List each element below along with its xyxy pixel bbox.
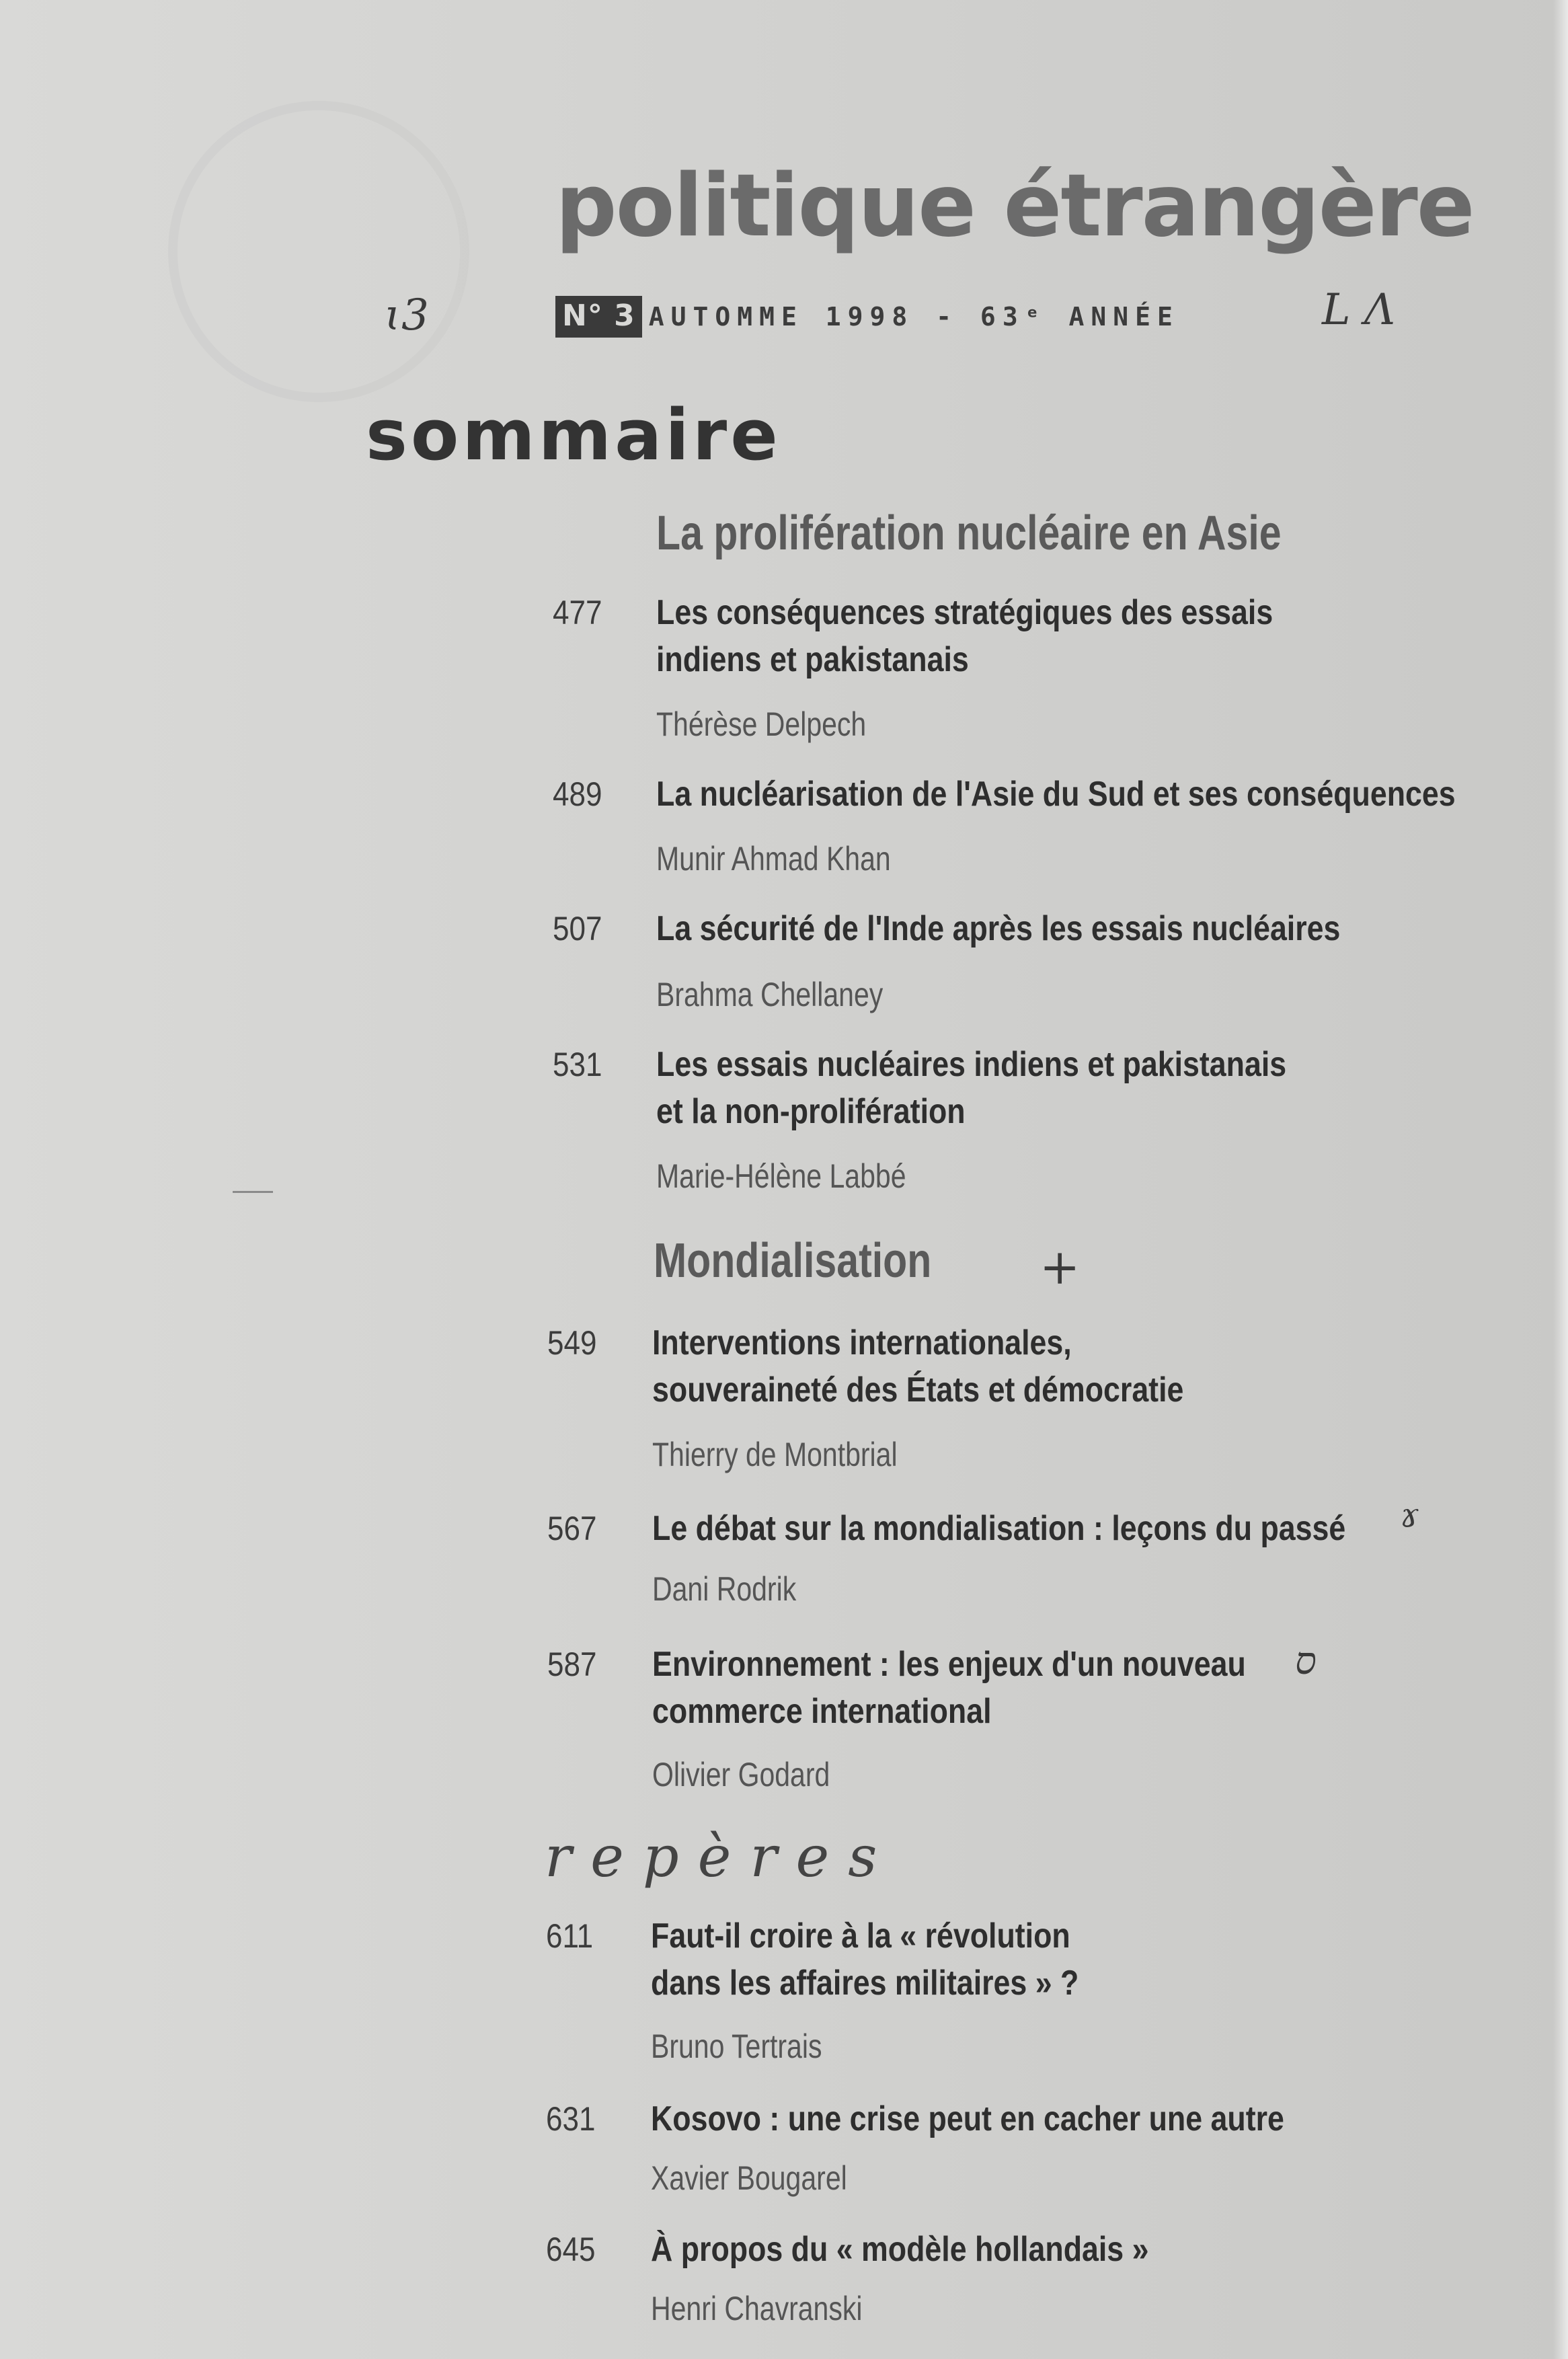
handwritten-mark-mondialisation: + [1040,1239,1081,1295]
section-title-reperes: repères [545,1824,896,1890]
entry-title-line: dans les affaires militaires » ? [651,1964,1079,2003]
entry-author: Xavier Bougarel [651,2159,847,2197]
entry-title [651,2095,1284,2142]
entry-title [652,1641,1246,1735]
margin-tick [233,1191,273,1193]
entry-author: Thierry de Montbrial [652,1436,898,1473]
entry-title-line: Le débat sur la mondialisation : leçons du passé [652,1509,1346,1548]
entry-title [651,2226,1148,2273]
entry-author: Brahma Chellaney [656,976,884,1013]
handwritten-mark-567: ɤ [1400,1496,1419,1535]
entry-title-line: Les conséquences stratégiques des essais [656,593,1273,632]
entry-page-number: 477 [553,594,602,631]
handwritten-note-right: L Λ [1322,285,1396,335]
entry-author: Henri Chavranski [651,2290,863,2327]
entry-title-line: souveraineté des États et démocratie [652,1370,1184,1409]
sommaire-heading: sommaire [366,394,781,476]
entry-title [656,589,1273,683]
handwritten-note-left: ɩ3 [385,291,429,340]
entry-title-line: Faut-il croire à la « révolution [651,1917,1070,1956]
entry-title-line: Les essais nucléaires indiens et pakistanais [656,1045,1287,1084]
section-title-proliferation: La prolifération nucléaire en Asie [656,506,1282,560]
entry-page-number: 631 [546,2100,596,2138]
entry-page-number: 645 [546,2231,596,2268]
entry-title-line: La nucléarisation de l'Asie du Sud et ses conséquences [656,775,1456,814]
entry-page-number: 507 [553,910,602,948]
entry-page-number: 531 [553,1046,602,1083]
entry-title-line: commerce international [652,1692,992,1731]
entry-page-number: 489 [553,775,602,813]
entry-author: Olivier Godard [652,1756,830,1793]
entry-title [656,1041,1286,1135]
entry-page-number: 587 [547,1646,597,1683]
entry-title-line: Environnement : les enjeux d'un nouveau [652,1645,1246,1684]
journal-title: politique étrangère [555,156,1474,256]
entry-title-line: La sécurité de l'Inde après les essais nucléaires [656,909,1341,948]
entry-title [656,905,1340,952]
entry-title-line: Interventions internationales, [652,1323,1072,1362]
entry-page-number: 611 [546,1917,594,1955]
entry-title-line: À propos du « modèle hollandais » [651,2230,1149,2269]
issue-date: AUTOMME 1998 - 63ᵉ ANNÉE [648,302,1179,332]
bleed-through-circle [168,101,469,402]
handwritten-mark-587: ס [1295,1639,1317,1683]
entry-page-number: 567 [547,1510,597,1547]
entry-author: Marie-Hélène Labbé [656,1157,906,1195]
entry-title [651,1912,1079,2007]
entry-author: Bruno Tertrais [651,2027,822,2065]
entry-title-line: et la non-prolifération [656,1092,966,1131]
entry-title-line: Kosovo : une crise peut en cacher une autre [651,2099,1284,2138]
entry-author: Thérèse Delpech [656,705,867,743]
entry-title-line: indiens et pakistanais [656,640,969,679]
page-edge [1553,0,1568,2359]
entry-title [652,1319,1183,1414]
entry-title [656,771,1456,818]
entry-page-number: 549 [547,1324,597,1362]
entry-author: Munir Ahmad Khan [656,840,891,878]
section-title-mondialisation: Mondialisation [654,1234,932,1288]
issue-number-badge: N° 3 [555,296,642,338]
entry-author: Dani Rodrik [652,1570,797,1608]
issue-line [555,296,1179,338]
entry-title [652,1505,1345,1552]
